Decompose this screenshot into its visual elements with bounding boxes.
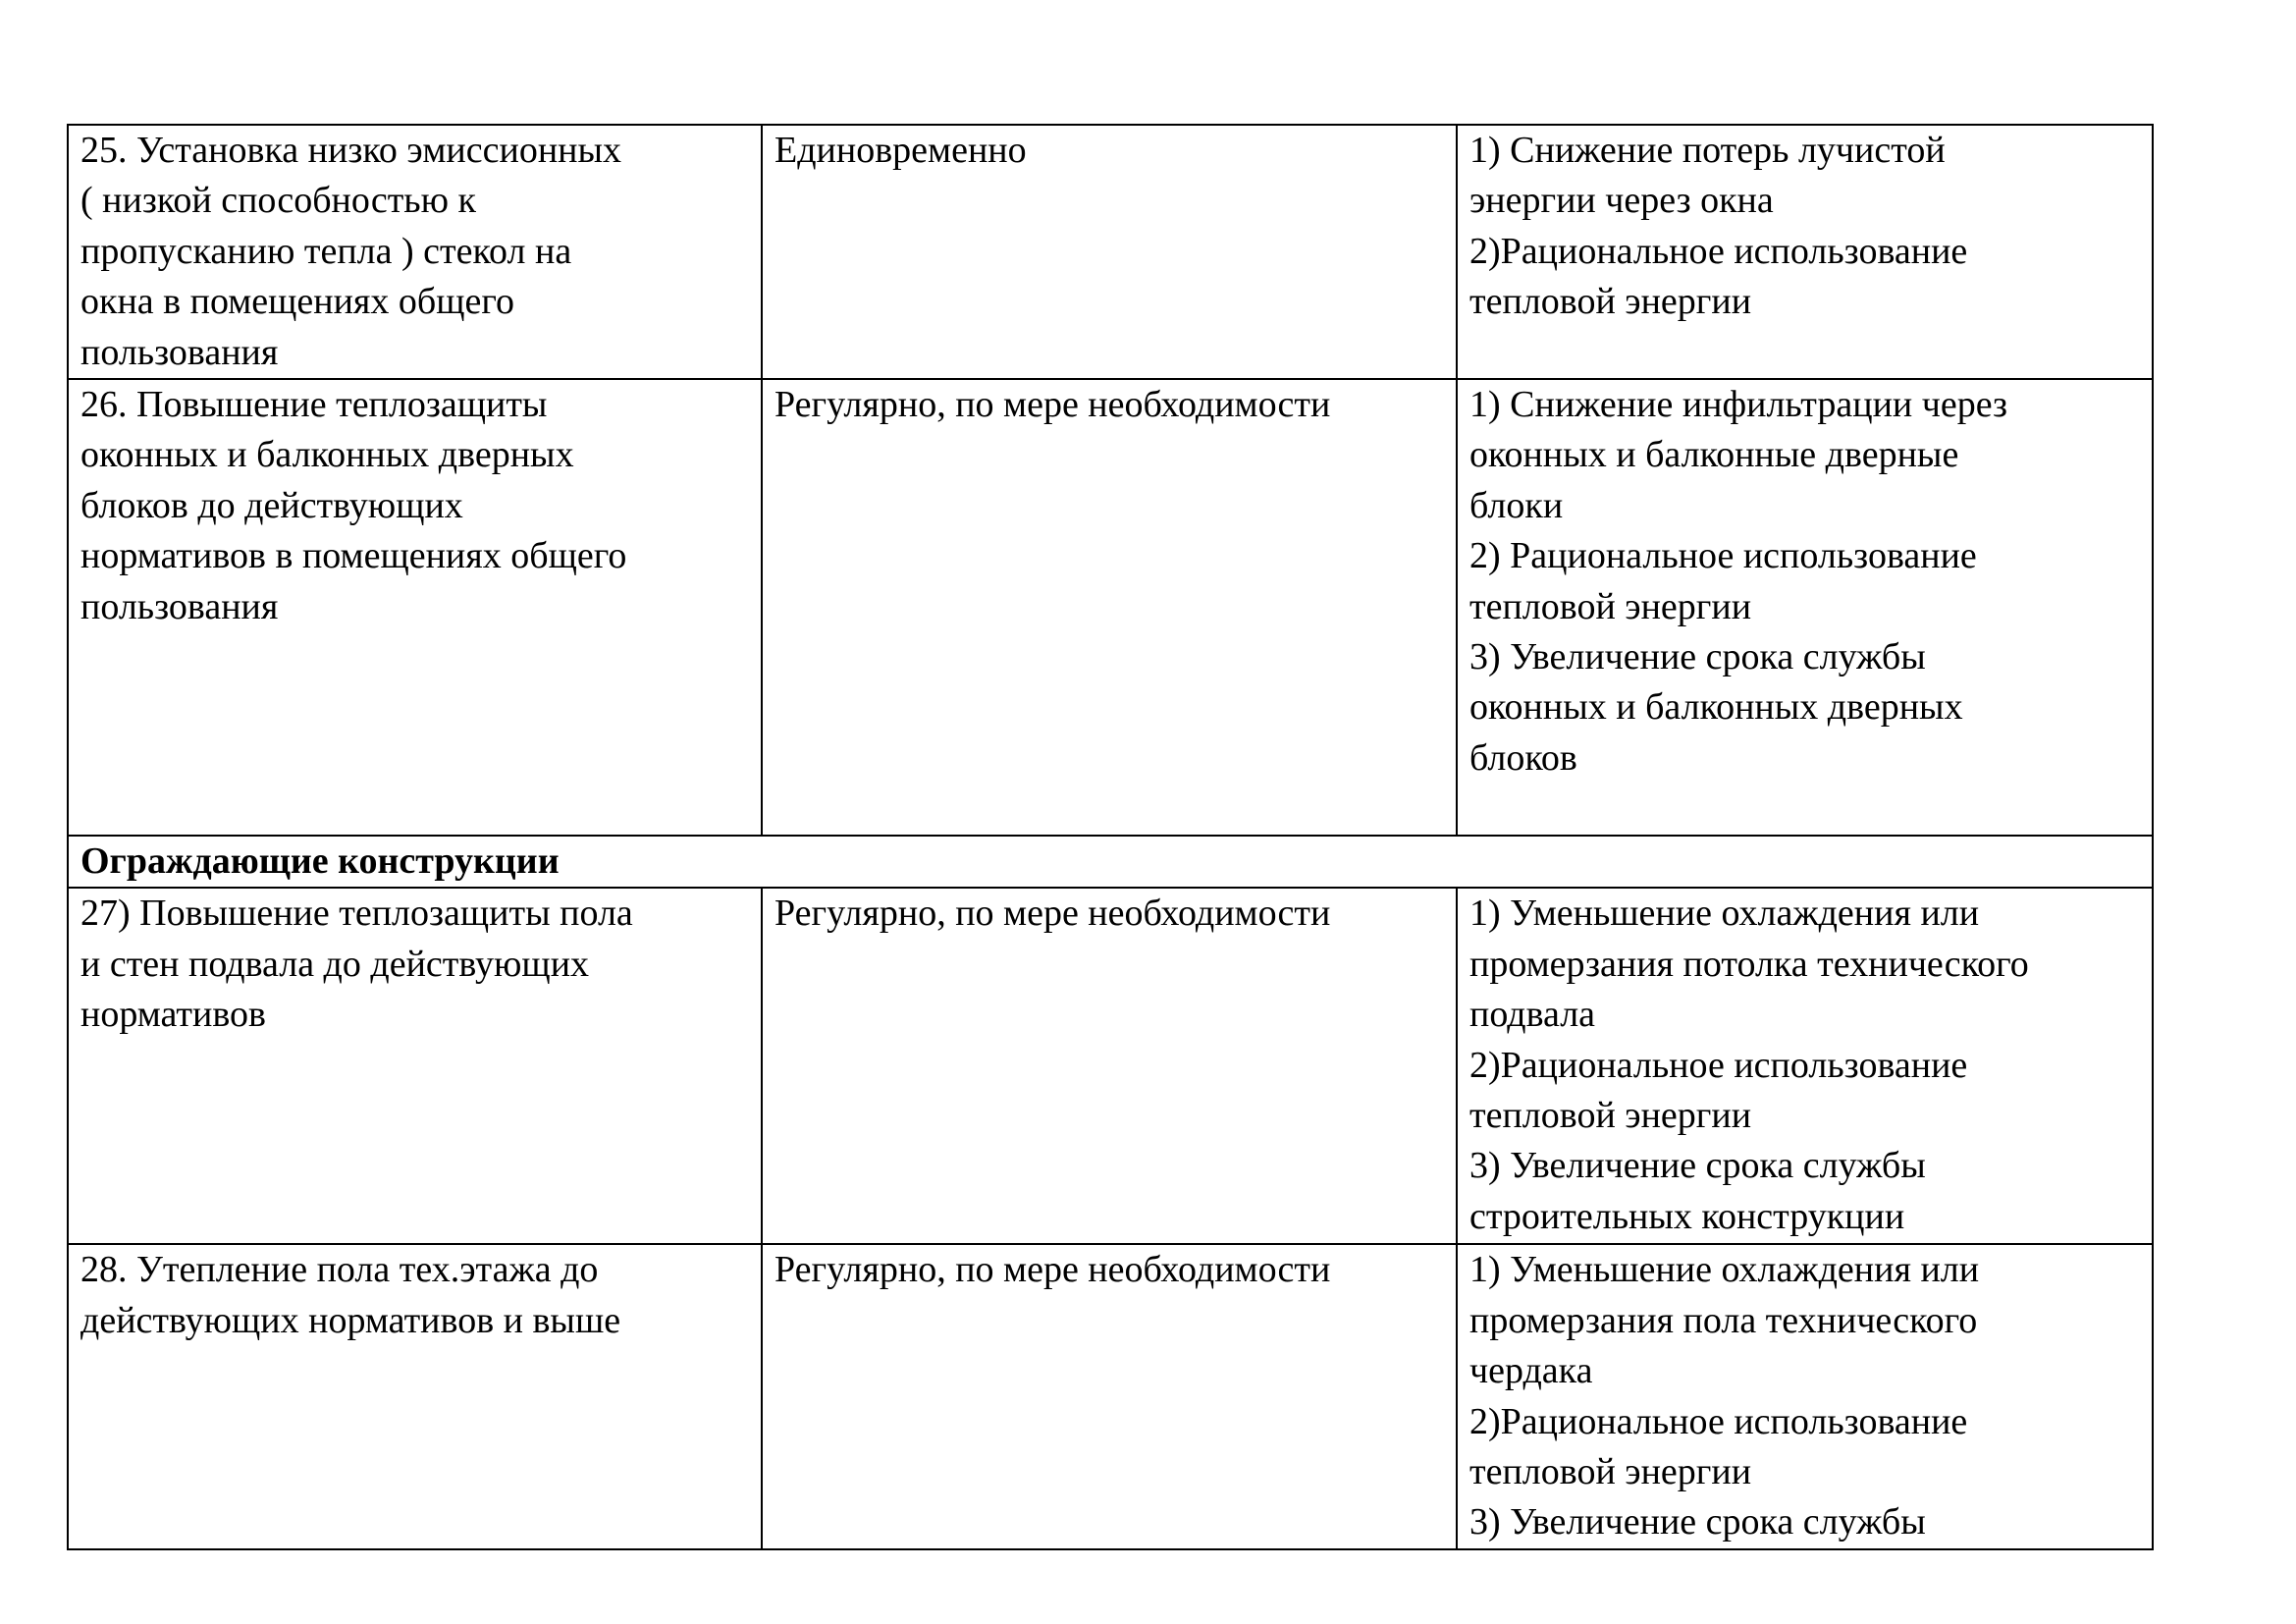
measure-line: окна в помещениях общего bbox=[80, 281, 515, 323]
table-row-28 bbox=[68, 1244, 2153, 1548]
effect-line: 1) Снижение потерь лучистой bbox=[1469, 130, 1946, 171]
effect-line: подвала bbox=[1469, 994, 1596, 1036]
effect-line: 2) Рациональное использование bbox=[1469, 535, 1977, 577]
effect-cell bbox=[1457, 1244, 2153, 1548]
measure-line: нормативов в помещениях общего bbox=[80, 535, 627, 577]
measure-cell bbox=[68, 379, 762, 836]
effect-line: блоков bbox=[1469, 736, 1577, 779]
effect-line: 1) Уменьшение охлаждения или bbox=[1469, 1249, 1980, 1291]
effect-line: оконных и балконные дверные bbox=[1469, 434, 1959, 476]
table-row-25 bbox=[68, 125, 2153, 379]
frequency-cell bbox=[762, 379, 1457, 836]
measure-line: блоков до действующих bbox=[80, 484, 463, 526]
frequency-line: Регулярно, по мере необходимости bbox=[774, 893, 1331, 935]
effect-line: чердака bbox=[1469, 1350, 1593, 1392]
frequency-line: Единовременно bbox=[774, 130, 1027, 171]
effect-line: тепловой энергии bbox=[1469, 281, 1752, 323]
measure-line: 28. Утепление пола тех.этажа до bbox=[80, 1249, 599, 1291]
section-row bbox=[68, 836, 2153, 888]
effect-line: блоки bbox=[1469, 484, 1564, 526]
effect-cell bbox=[1457, 379, 2153, 836]
measure-line: и стен подвала до действующих bbox=[80, 943, 590, 985]
measure-cell bbox=[68, 888, 762, 1244]
measure-line: 25. Установка низко эмиссионных bbox=[80, 130, 622, 171]
measure-line: пользования bbox=[80, 331, 279, 373]
measure-cell bbox=[68, 125, 762, 379]
effect-line: 3) Увеличение срока службы bbox=[1469, 1501, 1926, 1543]
effect-line: 2)Рациональное использование bbox=[1469, 1044, 1968, 1086]
measure-line: нормативов bbox=[80, 994, 266, 1036]
effect-line: 1) Снижение инфильтрации через bbox=[1469, 384, 2008, 426]
effect-line: промерзания пола технического bbox=[1469, 1299, 1978, 1341]
measure-line: пропусканию тепла ) стекол на bbox=[80, 230, 572, 272]
measure-line: пользования bbox=[80, 585, 279, 627]
effect-cell bbox=[1457, 125, 2153, 379]
effect-line: 1) Уменьшение охлаждения или bbox=[1469, 893, 1980, 935]
frequency-cell bbox=[762, 125, 1457, 379]
table-row-26 bbox=[68, 379, 2153, 836]
table-row-27 bbox=[68, 888, 2153, 1244]
effect-cell bbox=[1457, 888, 2153, 1244]
effect-line: 3) Увеличение срока службы bbox=[1469, 636, 1926, 678]
effect-line: 2)Рациональное использование bbox=[1469, 230, 1968, 272]
measure-line: ( низкой способностью к bbox=[80, 180, 476, 222]
frequency-cell bbox=[762, 1244, 1457, 1548]
frequency-cell bbox=[762, 888, 1457, 1244]
effect-line: тепловой энергии bbox=[1469, 1095, 1752, 1137]
effect-line: промерзания потолка технического bbox=[1469, 943, 2029, 985]
measure-cell bbox=[68, 1244, 762, 1548]
effect-line: строительных конструкции bbox=[1469, 1195, 1905, 1237]
frequency-line: Регулярно, по мере необходимости bbox=[774, 384, 1331, 426]
effect-line: тепловой энергии bbox=[1469, 1451, 1752, 1493]
effect-line: тепловой энергии bbox=[1469, 585, 1752, 627]
effect-line: оконных и балконных дверных bbox=[1469, 686, 1963, 729]
effect-line: энергии через окна bbox=[1469, 180, 1774, 222]
effect-line: 2)Рациональное использование bbox=[1469, 1400, 1968, 1442]
measures-table bbox=[67, 124, 2154, 1550]
measure-line: действующих нормативов и выше bbox=[80, 1299, 621, 1341]
effect-line: 3) Увеличение срока службы bbox=[1469, 1145, 1926, 1187]
section-heading: Ограждающие конструкции bbox=[68, 836, 2153, 888]
measure-line: 26. Повышение теплозащиты bbox=[80, 384, 548, 426]
measure-line: 27) Повышение теплозащиты пола bbox=[80, 893, 633, 935]
measure-line: оконных и балконных дверных bbox=[80, 434, 574, 476]
frequency-line: Регулярно, по мере необходимости bbox=[774, 1249, 1331, 1291]
